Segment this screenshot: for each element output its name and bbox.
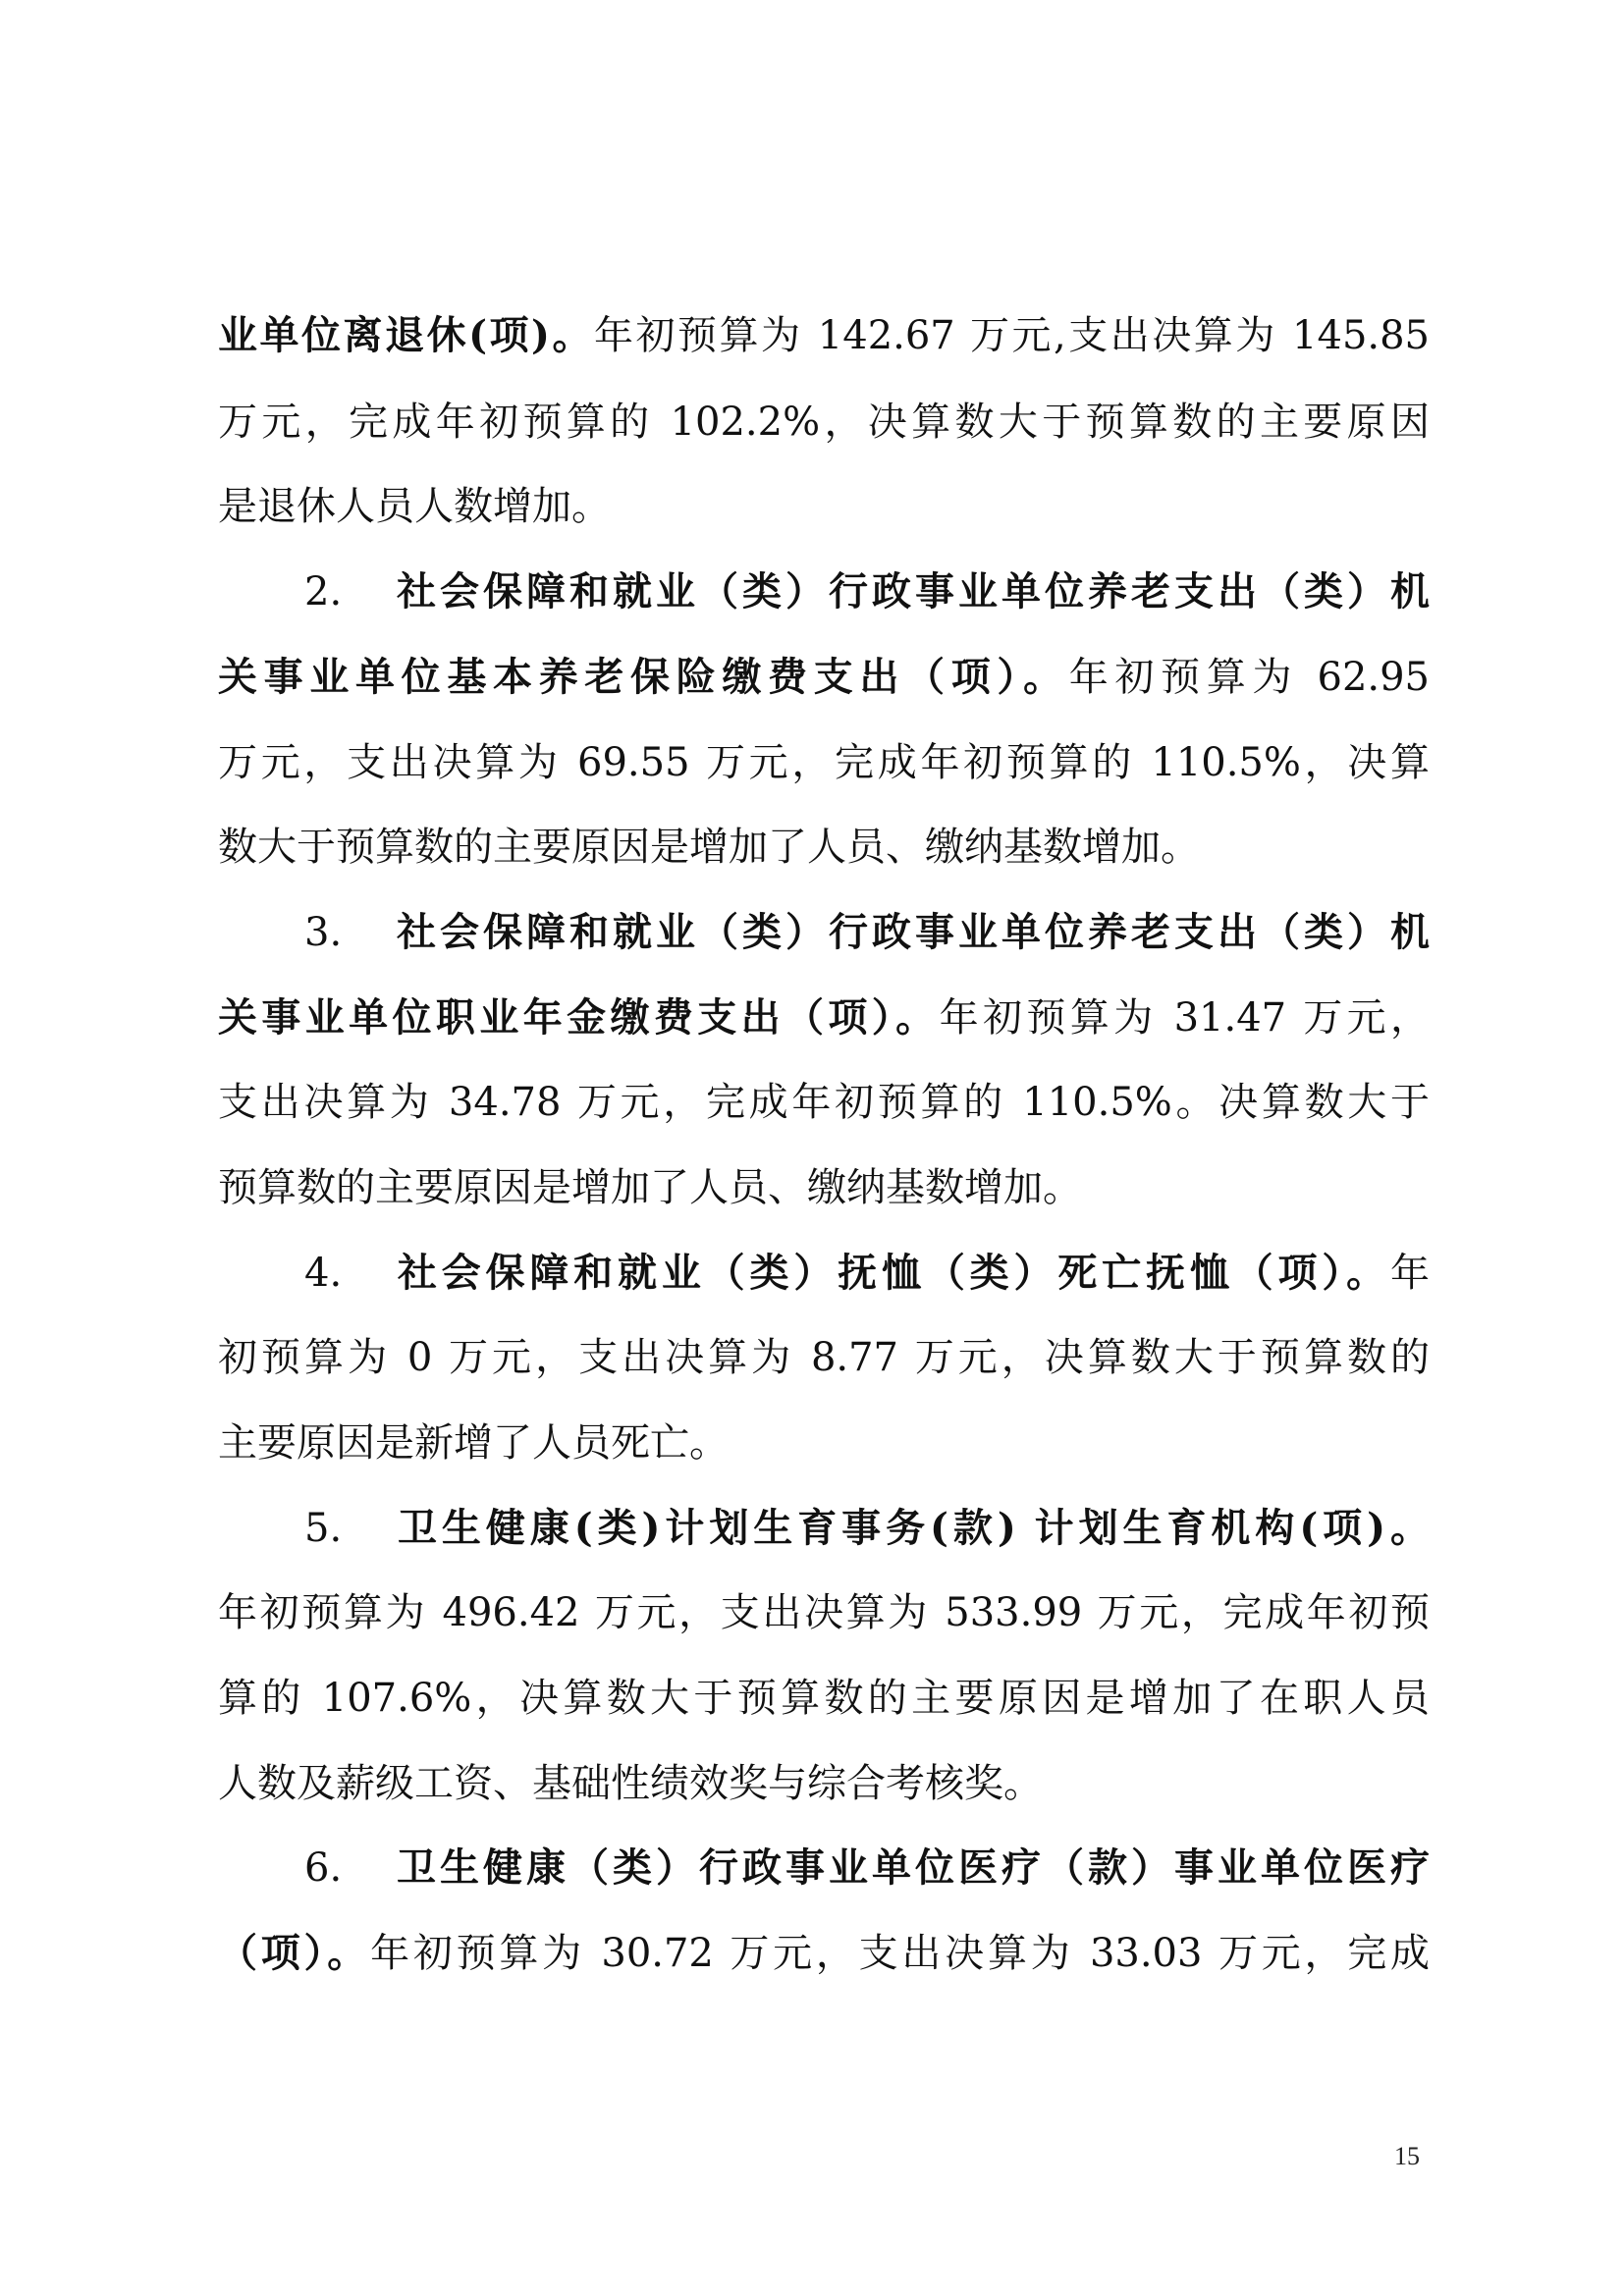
- paragraph-4-line-1: [218, 1244, 1430, 1303]
- item-number: 6.: [304, 1845, 343, 1891]
- item-text: 年: [1390, 1251, 1430, 1296]
- item-title: 社会保障和就业（类）行政事业单位养老支出（类）机: [393, 568, 1430, 614]
- item-text: 年初预算为 142.67 万元,支出决算为 145.85: [594, 313, 1431, 358]
- item-title: 关事业单位基本养老保险缴费支出（项）。: [218, 654, 1069, 700]
- item-text: 年初预算为 496.42 万元，支出决算为 533.99 万元，完成年初预: [218, 1590, 1430, 1635]
- paragraph-4-line-3: [218, 1414, 1430, 1472]
- paragraph-2-line-2: [218, 648, 1430, 707]
- item-title: 业单位离退休(项)。: [218, 312, 594, 358]
- paragraph-2-line-1: [218, 562, 1430, 621]
- paragraph-1-line-2: [218, 393, 1430, 452]
- item-title: 社会保障和就业（类）抚恤（类）死亡抚恤（项）。: [393, 1250, 1390, 1296]
- item-text: 万元，支出决算为 69.55 万元，完成年初预算的 110.5%，决算: [218, 740, 1430, 785]
- paragraph-3-line-1: [218, 903, 1430, 962]
- item-text: 主要原因是新增了人员死亡。: [218, 1420, 729, 1466]
- page-number: 15: [1394, 2142, 1420, 2170]
- item-text: 年初预算为 62.95: [1068, 655, 1431, 700]
- item-text: 是退休人员人数增加。: [218, 484, 611, 529]
- paragraph-3-line-3: [218, 1073, 1430, 1132]
- paragraph-2-line-4: [218, 818, 1430, 877]
- item-text: 人数及薪级工资、基础性绩效奖与综合考核奖。: [218, 1761, 1043, 1806]
- item-title: 卫生健康（类）行政事业单位医疗（款）事业单位医疗: [393, 1844, 1430, 1891]
- item-number: 5.: [304, 1506, 343, 1551]
- item-number: 2.: [304, 569, 343, 614]
- item-text: 支出决算为 34.78 万元，完成年初预算的 110.5%。决算数大于: [218, 1080, 1430, 1125]
- item-number: 4.: [304, 1251, 343, 1296]
- item-number: 3.: [304, 910, 343, 955]
- paragraph-5-line-1: [218, 1499, 1430, 1558]
- paragraph-3-line-2: [218, 988, 1430, 1047]
- paragraph-1-line-1: [218, 306, 1430, 365]
- paragraph-5-line-3: [218, 1669, 1430, 1728]
- item-title: 关事业单位职业年金缴费支出（项）。: [218, 994, 940, 1041]
- paragraph-6-line-2: [218, 1924, 1430, 1983]
- item-title: 卫生健康(类)计划生育事务(款) 计划生育机构(项)。: [393, 1505, 1430, 1551]
- item-text: 万元，完成年初预算的 102.2%，决算数大于预算数的主要原因: [218, 400, 1430, 445]
- item-text: 年初预算为 31.47 万元，: [939, 995, 1430, 1041]
- item-text: 初预算为 0 万元，支出决算为 8.77 万元，决算数大于预算数的: [218, 1335, 1430, 1380]
- item-title: 社会保障和就业（类）行政事业单位养老支出（类）机: [393, 909, 1430, 955]
- paragraph-4-line-2: [218, 1328, 1430, 1387]
- paragraph-6-line-1: [218, 1839, 1430, 1897]
- item-text: 年初预算为 30.72 万元，支出决算为 33.03 万元，完成: [370, 1931, 1430, 1976]
- item-title: （项）。: [218, 1930, 371, 1976]
- paragraph-1-line-3: [218, 477, 1430, 536]
- paragraph-2-line-3: [218, 733, 1430, 792]
- item-text: 算的 107.6%，决算数大于预算数的主要原因是增加了在职人员: [218, 1676, 1430, 1721]
- paragraph-3-line-4: [218, 1158, 1430, 1217]
- item-text: 数大于预算数的主要原因是增加了人员、缴纳基数增加。: [218, 825, 1200, 870]
- item-text: 预算数的主要原因是增加了人员、缴纳基数增加。: [218, 1165, 1082, 1210]
- paragraph-5-line-2: [218, 1583, 1430, 1642]
- paragraph-5-line-4: [218, 1754, 1430, 1813]
